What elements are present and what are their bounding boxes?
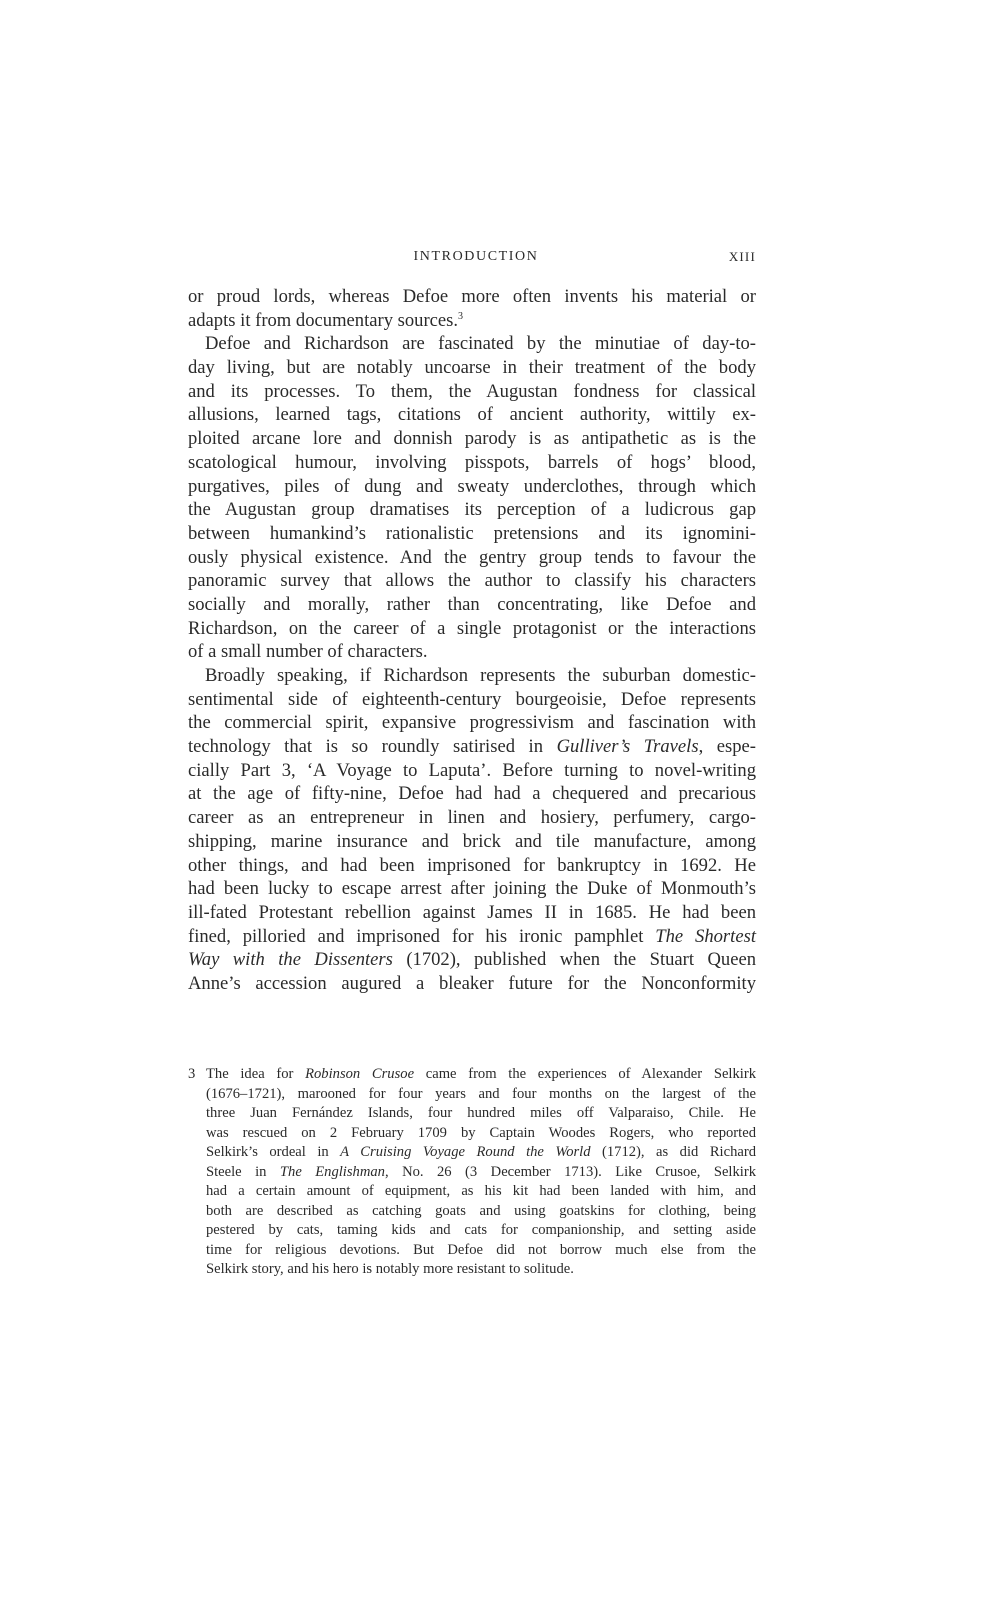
body-line — [188, 617, 756, 641]
text-run: both are described as catching goats and using goatskins for clothing, being — [206, 1202, 756, 1219]
text-run: sentimental side of eighteenth-century bourgeoisie, Defoe represents — [188, 688, 756, 710]
body-line — [188, 688, 756, 712]
body-line — [188, 948, 756, 972]
body-line — [188, 309, 756, 333]
body-text — [188, 285, 756, 996]
text-run: allusions, learned tags, citations of ancient authority, wittily ex- — [188, 404, 756, 426]
text-run: Selkirk’s ordeal in — [206, 1144, 341, 1161]
footnote-line — [206, 1163, 756, 1183]
text-run: day living, but are notably uncoarse in their treatment of the body — [188, 357, 756, 379]
body-line — [188, 877, 756, 901]
text-run: three Juan Fernández Islands, four hundred miles off Valparaiso, Chile. He — [206, 1105, 756, 1122]
text-run: panoramic survey that allows the author to classify his characters — [188, 570, 756, 592]
body-line — [188, 522, 756, 546]
footnote-line — [206, 1260, 756, 1280]
text-run: at the age of fifty-nine, Defoe had had a chequered and precarious — [188, 783, 756, 805]
footnote-line — [206, 1124, 756, 1144]
text-run: , espe- — [698, 736, 756, 758]
running-head — [188, 249, 756, 269]
text-run: and its processes. To them, the Augustan fondness for classical — [188, 380, 756, 402]
body-line — [188, 759, 756, 783]
text-run: The idea for — [206, 1066, 306, 1082]
body-line — [188, 735, 756, 759]
body-line — [188, 475, 756, 499]
footnote-line — [206, 1104, 756, 1124]
text-run: (1676–1721), marooned for four years and four months on the largest of the — [206, 1085, 756, 1102]
footnote-line — [206, 1085, 756, 1105]
body-line — [188, 332, 756, 356]
italic-title: Way with the Dissenters — [188, 949, 393, 971]
text-run: had a certain amount of equipment, as his kit had been landed with him, and — [206, 1183, 756, 1200]
text-run: Broadly speaking, if Richardson represents the suburban domestic- — [205, 665, 756, 686]
body-line — [188, 569, 756, 593]
body-line — [188, 451, 756, 475]
text-run: had been lucky to escape arrest after joining the Duke of Monmouth’s — [188, 878, 756, 900]
text-run: shipping, marine insurance and brick and tile manufacture, among — [188, 830, 756, 852]
footnote-number: 3 — [188, 1066, 196, 1082]
body-line — [188, 806, 756, 830]
italic-title: Gulliver’s Travels — [556, 736, 699, 758]
footnote-text — [206, 1065, 756, 1280]
text-run: (1712), as did Richard — [590, 1144, 757, 1161]
text-run: adapts it from documentary sources. — [188, 309, 459, 331]
text-run: time for religious devotions. But Defoe did not borrow much else from the — [206, 1241, 756, 1258]
body-line — [188, 285, 756, 309]
italic-title: Robinson Crusoe — [305, 1066, 415, 1082]
text-run: or proud lords, whereas Defoe more often invents his material or — [188, 286, 756, 307]
text-run: socially and morally, rather than concentrating, like Defoe and — [188, 593, 756, 615]
body-line — [188, 664, 756, 688]
text-run: purgatives, piles of dung and sweaty underclothes, through which — [188, 475, 756, 497]
body-line — [188, 782, 756, 806]
body-line — [188, 640, 756, 664]
footnote-line — [206, 1221, 756, 1241]
footnote-line — [206, 1065, 756, 1085]
body-line — [188, 830, 756, 854]
text-run: the commercial spirit, expansive progressivism and fascination with — [188, 712, 756, 734]
text-run: Defoe and Richardson are fascinated by the minutiae of day-to- — [205, 333, 756, 355]
page-number: XIII — [728, 249, 756, 264]
text-run: pestered by cats, taming kids and cats for companionship, and setting aside — [206, 1222, 756, 1239]
footnote-line — [206, 1143, 756, 1163]
body-line — [188, 854, 756, 878]
footnote-reference[interactable]: 3 — [458, 310, 464, 322]
body-line — [188, 925, 756, 949]
text-run: career as an entrepreneur in linen and hosiery, perfumery, cargo- — [188, 807, 756, 829]
text-run: , No. 26 (3 December 1713). Like Crusoe, Selkirk — [384, 1163, 756, 1180]
text-run: the Augustan group dramatises its perception of a ludicrous gap — [188, 499, 756, 521]
italic-title: The Shortest — [655, 925, 756, 947]
italic-title: The Englishman — [279, 1163, 385, 1180]
body-line — [188, 972, 756, 996]
footnote-line — [206, 1182, 756, 1202]
body-line — [188, 711, 756, 735]
text-run: scatological humour, involving pisspots, barrels of hogs’ blood, — [188, 451, 756, 473]
body-line — [188, 593, 756, 617]
italic-title: A Cruising Voyage Round the World — [340, 1144, 591, 1161]
running-head-title: INTRODUCTION — [413, 249, 539, 264]
footnotes — [188, 1065, 756, 1280]
text-run: ploited arcane lore and donnish parody is as antipathetic as is the — [188, 428, 756, 450]
text-run: ill-fated Protestant rebellion against James II in 1685. He had been — [188, 901, 756, 923]
text-run: Anne’s accession augured a bleaker future for the Nonconformity — [188, 972, 756, 994]
text-run: Richardson, on the career of a single protagonist or the interactions — [188, 617, 756, 639]
body-line — [188, 356, 756, 380]
text-run: fined, pilloried and imprisoned for his ironic pamphlet — [188, 925, 656, 947]
body-line — [188, 380, 756, 404]
text-run: between humankind’s rationalistic pretensions and its ignomini- — [188, 522, 756, 544]
text-run: cially Part 3, ‘A Voyage to Laputa’. Before turning to novel-writing — [188, 759, 756, 781]
body-line — [188, 901, 756, 925]
body-line — [188, 546, 756, 570]
body-line — [188, 427, 756, 451]
text-run: Steele in — [206, 1163, 280, 1180]
footnote-line — [206, 1241, 756, 1261]
text-run: other things, and had been imprisoned for bankruptcy in 1692. He — [188, 854, 756, 876]
footnote-line — [206, 1202, 756, 1222]
text-run: Selkirk story, and his hero is notably more resistant to solitude. — [206, 1261, 574, 1278]
text-run: ously physical existence. And the gentry group tends to favour the — [188, 546, 756, 568]
text-run: came from the experiences of Alexander Selkirk — [414, 1066, 756, 1082]
text-run: was rescued on 2 February 1709 by Captain Woodes Rogers, who reported — [206, 1124, 756, 1141]
body-line — [188, 403, 756, 427]
text-run: (1702), published when the Stuart Queen — [392, 949, 756, 971]
text-run: of a small number of characters. — [188, 641, 428, 663]
text-run: technology that is so roundly satirised in — [188, 736, 557, 758]
body-line — [188, 498, 756, 522]
